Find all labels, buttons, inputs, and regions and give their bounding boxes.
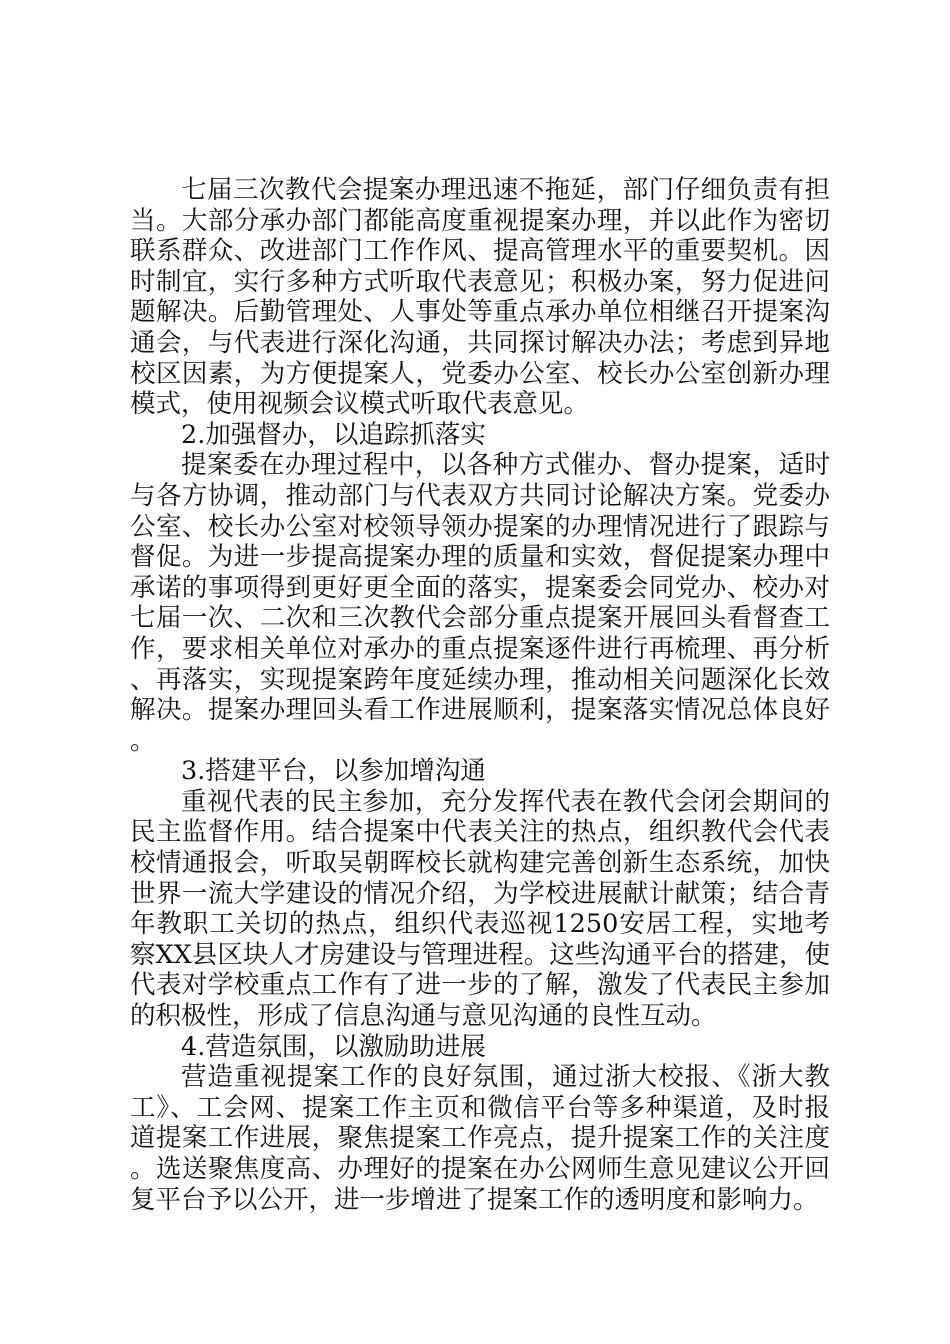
heading-supervision: 2.加强督办，以追踪抓落实 <box>181 419 486 450</box>
paragraph-platform: 重视代表的民主参加，充分发挥代表在教代会闭会期间的民主监督作用。结合提案中代表关注的热点，组织教代会代表校情通报会，听取吴朝晖校长就构建完善创新生态系统，加快世界一流大学建设的情况介绍，为学校进展献计献策；结合青年教职工关切的热点，组织代表巡视1250安居工程，实地考察XX县区块人才房建设与管理进程。这些沟通平台的搭建，使代表对学校重点工作有了进一步的了解，激发了代表民主参加的积极性，形成了信息沟通与意见沟通的良性互动。 <box>130 786 830 1032</box>
paragraph-atmosphere: 营造重视提案工作的良好氛围，通过浙大校报、《浙大教工》、工会网、提案工作主页和微信平台等多种渠道，及时报道提案工作进展，聚焦提案工作亮点，提升提案工作的关注度。选送聚焦度高、办理好的提案在办公网师生意见建议公开回复平台予以公开，进一步增进了提案工作的透明度和影响力。 <box>130 1062 830 1215</box>
paragraph-proposal-handling: 七届三次教代会提案办理迅速不拖延，部门仔细负责有担当。大部分承办部门都能高度重视提案办理，并以此作为密切联系群众、改进部门工作作风、提高管理水平的重要契机。因时制宜，实行多种方式听取代表意见；积极办案，努力促进问题解决。后勤管理处、人事处等重点承办单位相继召开提案沟通会，与代表进行深化沟通，共同探讨解决办法；考虑到异地校区因素，为方便提案人，党委办公室、校长办公室创新办理模式，使用视频会议模式听取代表意见。 <box>130 175 830 420</box>
paragraph-supervision: 提案委在办理过程中，以各种方式催办、督办提案，适时与各方协调，推动部门与代表双方共同讨论解决方案。党委办公室、校长办公室对校领导领办提案的办理情况进行了跟踪与督促。为进一步提高提案办理的质量和实效，督促提案办理中承诺的事项得到更好更全面的落实，提案委会同党办、校办对七届一次、二次和三次教代会部分重点提案开展回头看督查工作，要求相关单位对承办的重点提案逐件进行再梳理、再分析、再落实，实现提案跨年度延续办理，推动相关问题深化长效解决。提案办理回头看工作进展顺利，提案落实情况总体良好。 <box>130 450 830 756</box>
heading-platform: 3.搭建平台，以参加增沟通 <box>181 756 486 787</box>
document-body <box>130 175 830 1215</box>
heading-atmosphere: 4.营造氛围，以激励助进展 <box>181 1031 486 1062</box>
